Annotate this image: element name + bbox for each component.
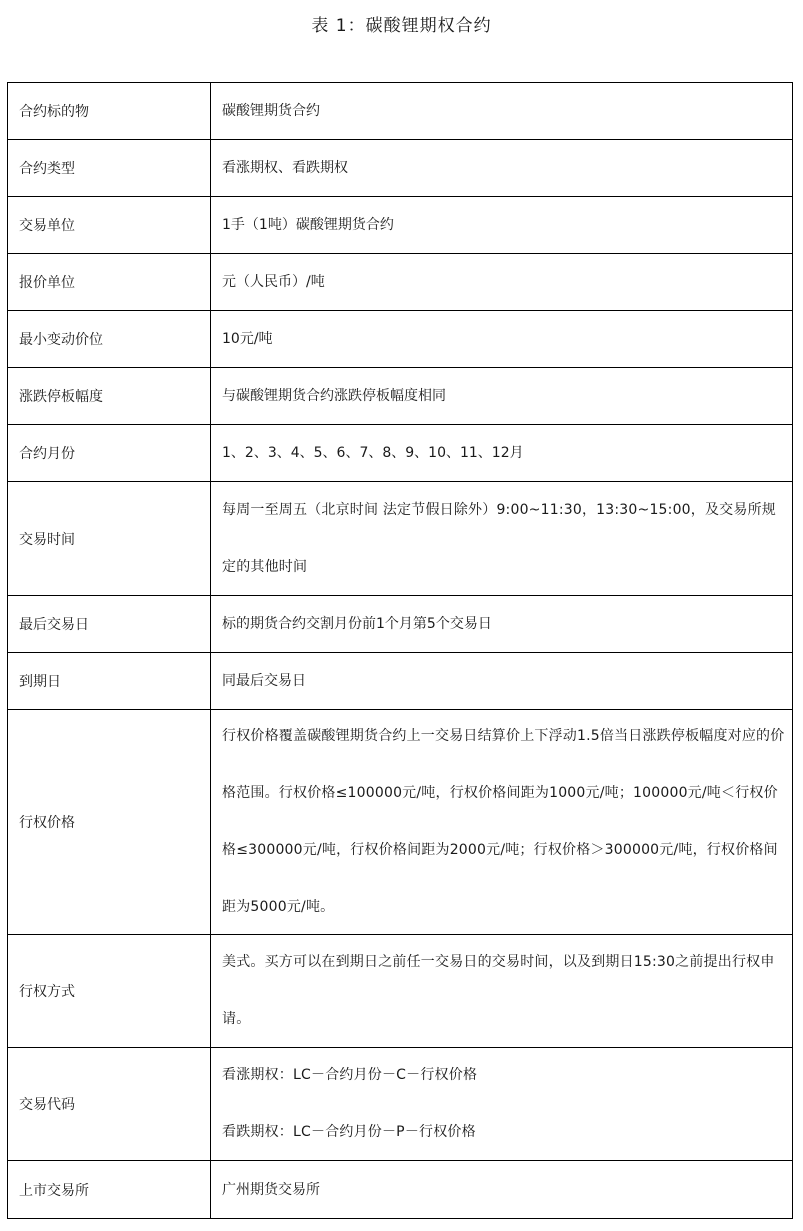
table-row <box>8 425 793 482</box>
table-row <box>8 368 793 425</box>
row-value: 1、2、3、4、5、6、7、8、9、10、11、12月 <box>211 425 793 482</box>
row-value: 碳酸锂期货合约 <box>211 83 793 140</box>
row-value: 行权价格覆盖碳酸锂期货合约上一交易日结算价上下浮动1.5倍当日涨跌停板幅度对应的价格范围。行权价格≤100000元/吨，行权价格间距为1000元/吨；100000元/吨＜行权价格≤300000元/吨，行权价格间距为2000元/吨；行权价格＞300000元/吨，行权价格间距为5000元/吨。 <box>222 728 785 915</box>
row-label: 上市交易所 <box>8 1161 211 1219</box>
call-option-code: 看涨期权：LC－合约月份－C－行权价格 <box>222 1067 478 1083</box>
table-row <box>8 935 793 1048</box>
row-value: 看涨期权、看跌期权 <box>211 140 793 197</box>
row-value: 每周一至周五（北京时间 法定节假日除外）9:00~11:30，13:30~15:00，及交易所规定的其他时间 <box>222 501 776 575</box>
row-value: 1手（1吨）碳酸锂期货合约 <box>211 197 793 254</box>
table-title: 表 1：碳酸锂期权合约 <box>311 16 492 36</box>
row-label: 交易单位 <box>8 197 211 254</box>
row-value: 美式。买方可以在到期日之前任一交易日的交易时间，以及到期日15:30之前提出行权申请。 <box>222 954 775 1027</box>
row-label: 交易代码 <box>8 1048 211 1161</box>
row-label: 最小变动价位 <box>8 311 211 368</box>
table-row <box>8 1048 793 1161</box>
table-row <box>8 140 793 197</box>
row-value: 10元/吨 <box>211 311 793 368</box>
put-option-code: 看跌期权：LC－合约月份－P－行权价格 <box>222 1124 476 1140</box>
row-label: 到期日 <box>8 653 211 710</box>
table-row <box>8 197 793 254</box>
row-label: 行权价格 <box>8 710 211 935</box>
table-row <box>8 653 793 710</box>
row-value-cell <box>211 935 793 1048</box>
row-label: 合约月份 <box>8 425 211 482</box>
row-label: 最后交易日 <box>8 596 211 653</box>
row-label: 交易时间 <box>8 482 211 596</box>
row-value-cell <box>211 1048 793 1161</box>
row-value: 广州期货交易所 <box>211 1161 793 1219</box>
table-row <box>8 1161 793 1219</box>
row-value: 同最后交易日 <box>211 653 793 710</box>
table-row <box>8 710 793 935</box>
row-label: 报价单位 <box>8 254 211 311</box>
row-label: 行权方式 <box>8 935 211 1048</box>
option-contract-table <box>7 82 793 1219</box>
row-value-cell <box>211 710 793 935</box>
table-row <box>8 482 793 596</box>
row-label: 合约标的物 <box>8 83 211 140</box>
row-label: 涨跌停板幅度 <box>8 368 211 425</box>
row-value-cell <box>211 482 793 596</box>
row-value: 标的期货合约交割月份前1个月第5个交易日 <box>211 596 793 653</box>
row-value: 元（人民币）/吨 <box>211 254 793 311</box>
row-label: 合约类型 <box>8 140 211 197</box>
table-row <box>8 83 793 140</box>
table-row <box>8 311 793 368</box>
table-row <box>8 254 793 311</box>
code-lines <box>222 1047 788 1161</box>
table-row <box>8 596 793 653</box>
row-value: 与碳酸锂期货合约涨跌停板幅度相同 <box>211 368 793 425</box>
